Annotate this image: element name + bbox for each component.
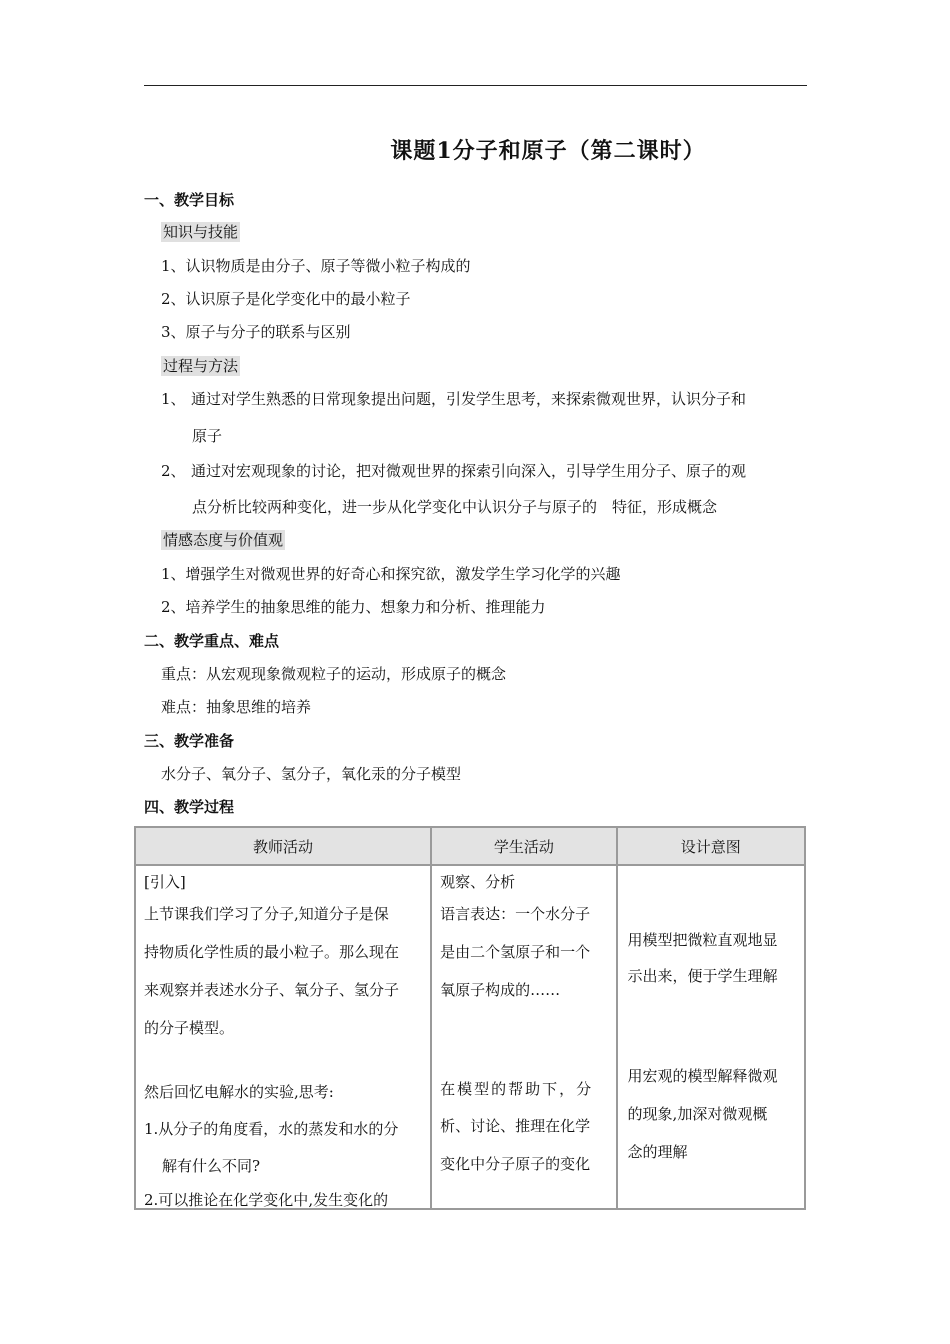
student-line: 变化中分子原子的变化 [440,1155,591,1173]
list-item [161,461,746,481]
design-line: 示出来，便于学生理解 [627,967,778,985]
student-line: 语言表达：一个水分子 [440,905,591,923]
student-line: 在模型的帮助下，分 [440,1080,594,1098]
list-item-text: 通过对学生熟悉的日常现象提出问题，引发学生思考，来探索微观世界，认识分子和 [191,390,747,408]
teacher-line: 解有什么不同? [162,1157,261,1175]
difficult-point: 难点：抽象思维的培养 [161,698,312,716]
student-activity-cell [431,865,616,1209]
table-header-row [135,827,805,865]
list-item: 2、认识原子是化学变化中的最小粒子 [161,290,411,308]
list-item [161,389,746,409]
page-title: 课题1分子和原子（第二课时） [390,138,706,164]
subheading-process: 过程与方法 [163,357,239,375]
student-line: 析、讨论、推理在化学 [440,1117,591,1135]
section-heading-prep: 三、教学准备 [144,732,235,750]
prep-text: 水分子、氧分子、氢分子，氧化汞的分子模型 [161,765,462,783]
section-heading-keypoints: 二、教学重点、难点 [144,632,280,650]
teacher-line: 上节课我们学习了分子,知道分子是保 [144,905,389,923]
column-header-design: 设计意图 [617,827,805,865]
student-line: 观察、分析 [440,873,516,891]
list-item: 1、认识物质是由分子、原子等微小粒子构成的 [161,257,471,275]
design-intent-cell [617,865,805,1209]
teacher-line: 然后回忆电解水的实验,思考: [144,1083,334,1101]
teacher-line: 的分子模型。 [144,1019,235,1037]
student-line: 是由二个氢原子和一个 [440,943,591,961]
design-line: 念的理解 [627,1143,688,1161]
list-item-text: 通过对宏观现象的讨论，把对微观世界的探索引向深入，引导学生用分子、原子的观 [191,462,747,480]
student-line: 氧原子构成的…… [440,981,561,999]
header-rule [144,85,807,86]
list-item-continuation: 原子 [192,427,223,445]
design-line: 的现象,加深对微观概 [627,1105,768,1123]
subheading-emotion: 情感态度与价值观 [163,531,284,549]
design-line: 用宏观的模型解释微观 [627,1067,778,1085]
teacher-line: 2.可以推论在化学变化中,发生变化的 [144,1191,389,1209]
teacher-line: 持物质化学性质的最小粒子。那么现在 [144,943,400,961]
section-heading-process: 四、教学过程 [144,798,235,816]
column-header-teacher: 教师活动 [135,827,431,865]
teacher-activity-cell [135,865,431,1209]
list-item: 2、培养学生的抽象思维的能力、想象力和分析、推理能力 [161,598,546,616]
teacher-line: 1.从分子的角度看，水的蒸发和水的分 [144,1120,399,1138]
key-point: 重点：从宏观现象微观粒子的运动，形成原子的概念 [161,665,507,683]
section-heading-goals: 一、教学目标 [144,191,235,209]
subheading-knowledge: 知识与技能 [163,223,239,241]
list-item: 1、增强学生对微观世界的好奇心和探究欲，激发学生学习化学的兴趣 [161,565,621,583]
list-item-number: 2、 [161,462,186,480]
teacher-line: 来观察并表述水分子、氧分子、氢分子 [144,981,400,999]
column-header-student: 学生活动 [431,827,616,865]
design-line: 用模型把微粒直观地显 [627,931,778,949]
table-row [135,865,805,1209]
list-item-continuation: 点分析比较两种变化，进一步从化学变化中认识分子与原子的 特征，形成概念 [192,498,718,516]
list-item: 3、原子与分子的联系与区别 [161,323,351,341]
process-table [134,826,806,1210]
teacher-line: [引入] [144,873,186,891]
list-item-number: 1、 [161,390,186,408]
